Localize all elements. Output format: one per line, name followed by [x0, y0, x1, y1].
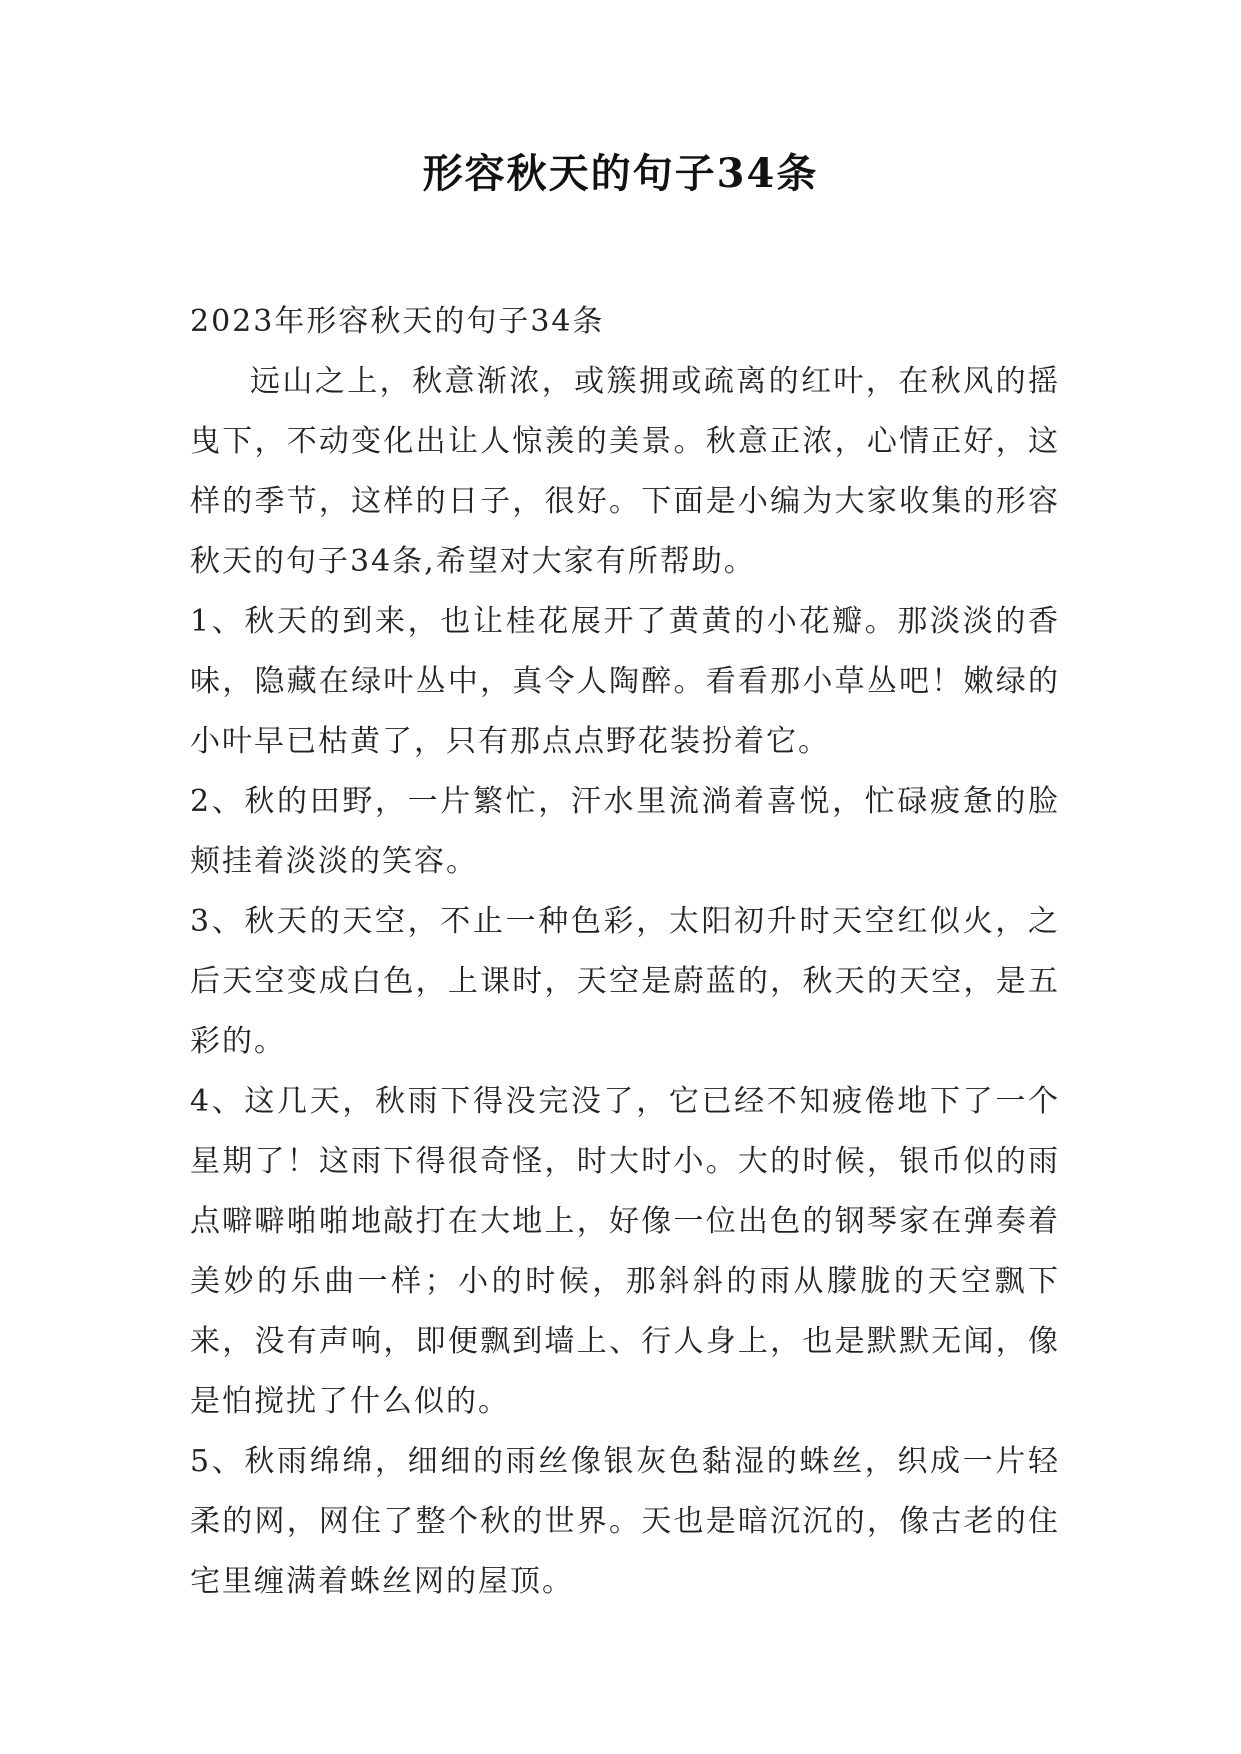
list-item: 1、秋天的到来，也让桂花展开了黄黄的小花瓣。那淡淡的香味，隐藏在绿叶丛中，真令人陶醉。看看那小草丛吧！嫩绿的小叶早已枯黄了，只有那点点野花装扮着它。: [190, 604, 1060, 759]
list-item: 3、秋天的天空，不止一种色彩，太阳初升时天空红似火，之后天空变成白色，上课时，天空是蔚蓝的，秋天的天空，是五彩的。: [190, 904, 1060, 1059]
document-body: [190, 292, 1060, 1612]
document-title: 形容秋天的句子34条: [422, 150, 819, 197]
document-subtitle: 2023年形容秋天的句子34条: [190, 304, 605, 339]
list-item: 2、秋的田野，一片繁忙，汗水里流淌着喜悦，忙碌疲惫的脸颊挂着淡淡的笑容。: [190, 784, 1060, 879]
intro-paragraph: 远山之上，秋意渐浓，或簇拥或疏离的红叶，在秋风的摇曳下，不动变化出让人惊羡的美景。秋意正浓，心情正好，这样的季节，这样的日子，很好。下面是小编为大家收集的形容秋天的句子34条,希望对大家有所帮助。: [190, 364, 1060, 579]
list-item: 5、秋雨绵绵，细细的雨丝像银灰色黏湿的蛛丝，织成一片轻柔的网，网住了整个秋的世界。天也是暗沉沉的，像古老的住宅里缠满着蛛丝网的屋顶。: [190, 1444, 1060, 1599]
list-item: 4、这几天，秋雨下得没完没了，它已经不知疲倦地下了一个星期了！这雨下得很奇怪，时大时小。大的时候，银币似的雨点噼噼啪啪地敲打在大地上，好像一位出色的钢琴家在弹奏着美妙的乐曲一样；小的时候，那斜斜的雨从朦胧的天空飘下来，没有声响，即便飘到墙上、行人身上，也是默默无闻，像是怕搅扰了什么似的。: [190, 1084, 1060, 1419]
